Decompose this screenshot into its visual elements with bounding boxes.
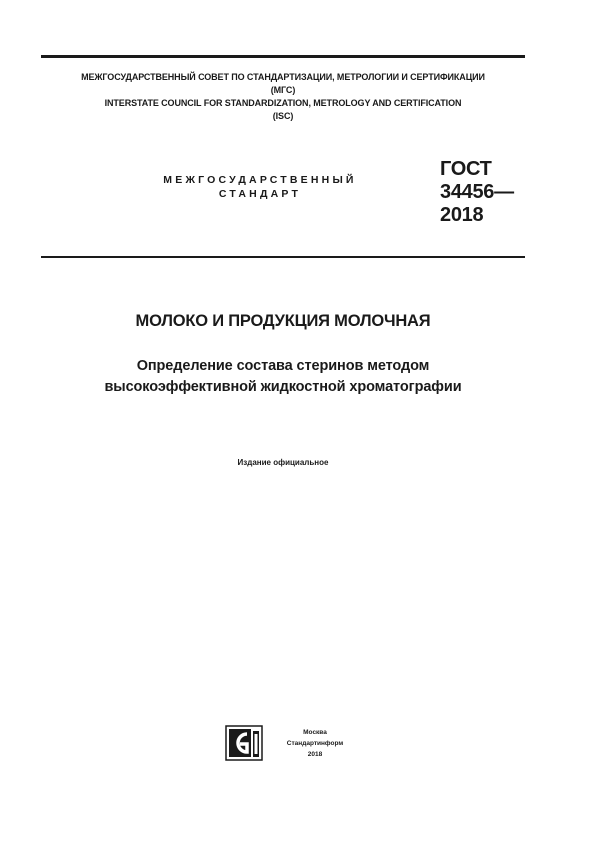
- document-title: МОЛОКО И ПРОДУКЦИЯ МОЛОЧНАЯ: [135, 312, 431, 330]
- gost-year: 2018: [440, 204, 484, 226]
- imprint-city: Москва: [303, 729, 327, 736]
- subtitle-line1: Определение состава стеринов методом: [136, 358, 430, 374]
- standard-type-line2: СТАНДАРТ: [218, 188, 302, 200]
- council-name-en: INTERSTATE COUNCIL FOR STANDARDIZATION, METROLOGY AND CERTIFICATION: [104, 98, 462, 108]
- imprint-year: 2018: [307, 751, 323, 758]
- top-rule: [41, 55, 525, 58]
- subtitle-line2: высокоэффективной жидкостной хроматографии: [104, 379, 462, 395]
- gost-designation: [440, 158, 514, 227]
- edition-note: Издание официальное: [237, 458, 329, 467]
- gost-label: ГОСТ: [440, 158, 492, 180]
- standartinform-logo-icon: [225, 725, 263, 761]
- imprint-publisher: Стандартинформ: [286, 740, 344, 747]
- standard-type: [140, 173, 380, 201]
- middle-rule: [41, 256, 525, 258]
- council-abbr-en: (ISC): [272, 111, 294, 121]
- publisher-block: [225, 725, 365, 775]
- document-subtitle: [41, 356, 525, 398]
- council-abbr-ru: (МГС): [270, 85, 296, 95]
- gost-number: 34456—: [440, 181, 514, 203]
- imprint: [279, 727, 351, 760]
- council-header: [41, 71, 525, 123]
- council-name-ru: МЕЖГОСУДАРСТВЕННЫЙ СОВЕТ ПО СТАНДАРТИЗАЦИИ, МЕТРОЛОГИИ И СЕРТИФИКАЦИИ: [81, 72, 485, 82]
- standard-type-line1: МЕЖГОСУДАРСТВЕННЫЙ: [163, 174, 357, 186]
